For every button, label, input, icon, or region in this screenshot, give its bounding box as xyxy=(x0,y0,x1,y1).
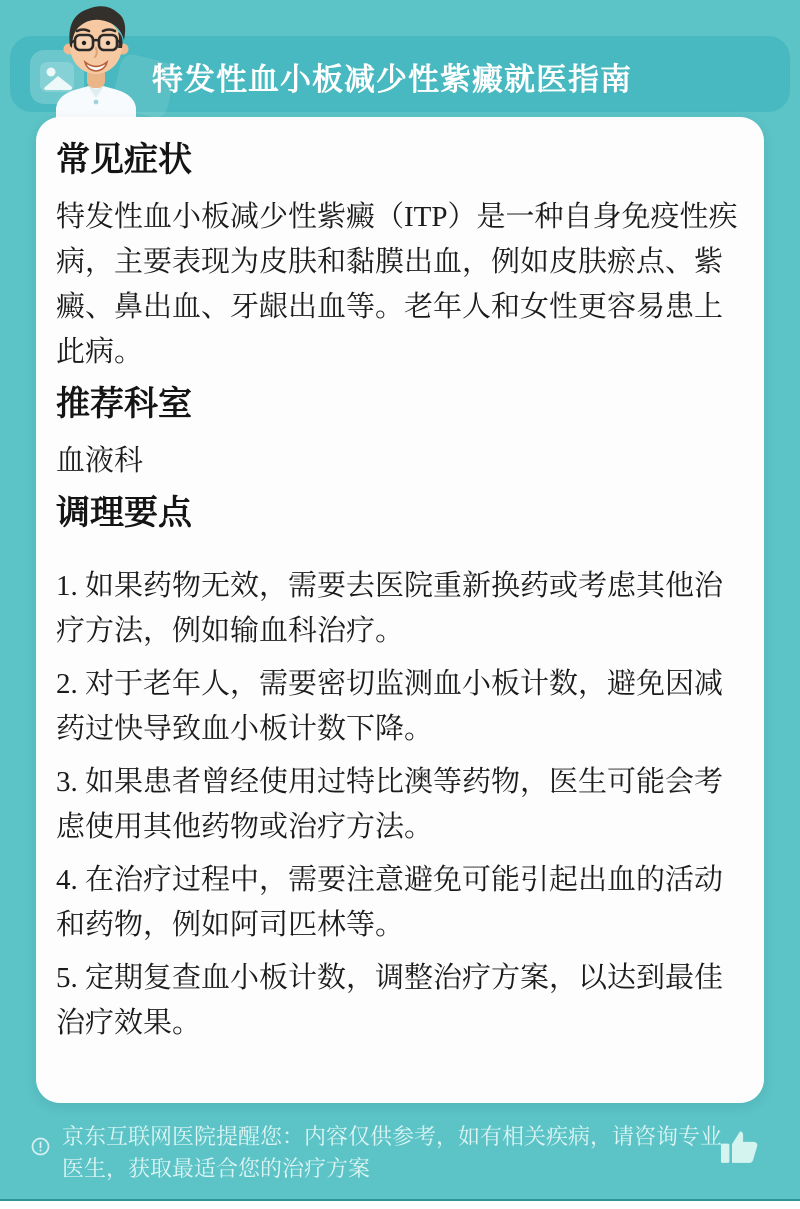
content-card xyxy=(36,117,764,1103)
care-point-item: 4. 在治疗过程中，需要注意避免可能引起出血的活动和药物，例如阿司匹林等。 xyxy=(56,864,724,941)
care-point-item: 5. 定期复查血小板计数，调整治疗方案，以达到最佳治疗效果。 xyxy=(56,962,724,1039)
care-point-item: 1. 如果药物无效，需要去医院重新换药或考虑其他治疗方法，例如输血科治疗。 xyxy=(56,570,724,647)
symptoms-paragraph: 特发性血小板减少性紫癜（ITP）是一种自身免疫性疾病，主要表现为皮肤和黏膜出血，例如皮肤瘀点、紫癜、鼻出血、牙龈出血等。老年人和女性更容易患上此病。 xyxy=(56,201,738,368)
thumbs-up-icon[interactable] xyxy=(718,1127,760,1169)
section-heading-department: 推荐科室 xyxy=(56,385,192,423)
section-heading-symptoms: 常见症状 xyxy=(56,141,192,179)
page-title: 特发性血小板减少性紫癜就医指南 xyxy=(152,62,632,97)
disclaimer-text: 京东互联网医院提醒您：内容仅供参考，如有相关疾病，请咨询专业医生，获取最适合您的治疗方案 xyxy=(62,1124,723,1181)
department-value: 血液科 xyxy=(56,445,144,477)
section-heading-care-points: 调理要点 xyxy=(56,494,192,532)
alert-circle-icon xyxy=(31,1137,50,1156)
care-point-item: 2. 对于老年人，需要密切监测血小板计数，避免因减药过快导致血小板计数下降。 xyxy=(56,668,724,745)
doctor-avatar-icon xyxy=(48,2,144,120)
care-point-item: 3. 如果患者曾经使用过特比澳等药物，医生可能会考虑使用其他药物或治疗方法。 xyxy=(56,766,724,843)
